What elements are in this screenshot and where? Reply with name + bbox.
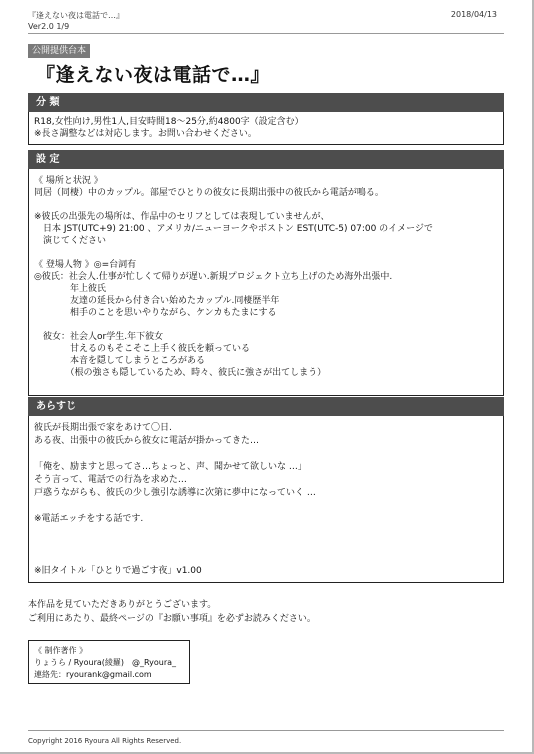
header-divider (28, 33, 504, 34)
credit-author: りょうら / Ryoura(綾羅) @_Ryoura_ (34, 658, 177, 667)
credit-contact: 連絡先：ryourank@gmail.com (34, 670, 152, 679)
synopsis-line: ※電話エッチをする話です. (34, 514, 144, 524)
footer-divider (28, 730, 504, 731)
setting-line: 《 場所と状況 》 (34, 176, 103, 186)
setting-line: 甘えるのもそこそこ上手く彼氏を頼っている (34, 344, 251, 354)
page-title: 『逢えない夜は電話で…』 (36, 64, 271, 86)
header-doc-title: 『逢えない夜は電話で…』 (28, 11, 124, 20)
closing-line-1: 本作品を見ていただきありがとうございます。 (28, 600, 217, 610)
setting-line: ※彼氏の出張先の場所は、作品中のセリフとしては表現していませんが、 (34, 212, 330, 222)
synopsis-line: ※旧タイトル「ひとりで過ごす夜」v1.00 (34, 566, 202, 576)
header-version: Ver2.0 1/9 (28, 22, 70, 31)
synopsis-line: 「俺を、励ますと思ってさ…ちょっと、声、聞かせて欲しいな …」 (34, 462, 307, 472)
public-script-badge: 公開提供台本 (28, 44, 90, 58)
synopsis-heading: あらすじ (28, 397, 504, 416)
header-date: 2018/04/13 (450, 10, 497, 19)
category-line-1: R18,女性向け,男性1人,目安時間18～25分,約4800字（設定含む） (34, 117, 304, 127)
setting-line: 相手のことを思いやりながら、ケンカもたまにする (34, 308, 277, 318)
synopsis-line: そう言って、電話での行為を求めた… (34, 475, 187, 485)
category-heading: 分 類 (28, 93, 504, 112)
setting-line: ◎彼氏：社会人.仕事が忙しくて帰りが遅い.新規プロジェクト立ち上げのため海外出張中. (34, 272, 393, 282)
setting-heading: 設 定 (28, 150, 504, 169)
setting-line: （根の強さも隠しているため、時々、彼氏に強さが出てしまう） (34, 368, 327, 378)
closing-line-2: ご利用にあたり、最終ページの『お願い事項』を必ずお読みください。 (28, 614, 316, 624)
synopsis-line: 戸惑うながらも、彼氏の少し強引な誘導に次第に夢中になっていく … (34, 488, 316, 498)
copyright-footer: Copyright 2016 Ryoura All Rights Reserved. (28, 737, 182, 745)
setting-line: 《 登場人物 》◎=台詞有 (34, 260, 137, 270)
setting-line: 年上彼氏 (34, 284, 107, 294)
category-line-2: ※長さ調整などは対応します。お問い合わせください。 (34, 129, 257, 139)
setting-line: 本音を隠してしまうところがある (34, 356, 206, 366)
setting-line: 演じてください (34, 236, 107, 246)
synopsis-line: 彼氏が長期出張で家をあけて〇日. (34, 423, 172, 433)
setting-line: 彼女：社会人or学生.年下彼女 (34, 332, 164, 342)
credit-heading: 《 制作著作 》 (34, 646, 88, 655)
setting-line: 同居（同棲）中のカップル。部屋でひとりの彼女に長期出張中の彼氏から電話が鳴る。 (34, 188, 384, 198)
setting-line: 友達の延長から付き合い始めたカップル.同棲歴半年 (34, 296, 280, 306)
setting-line: 日本 JST(UTC+9) 21:00 、アメリカ/ニューヨークやボストン EST(UTC-5) 07:00 のイメージで (34, 224, 433, 234)
synopsis-line: ある夜、出張中の彼氏から彼女に電話が掛かってきた… (34, 436, 260, 446)
